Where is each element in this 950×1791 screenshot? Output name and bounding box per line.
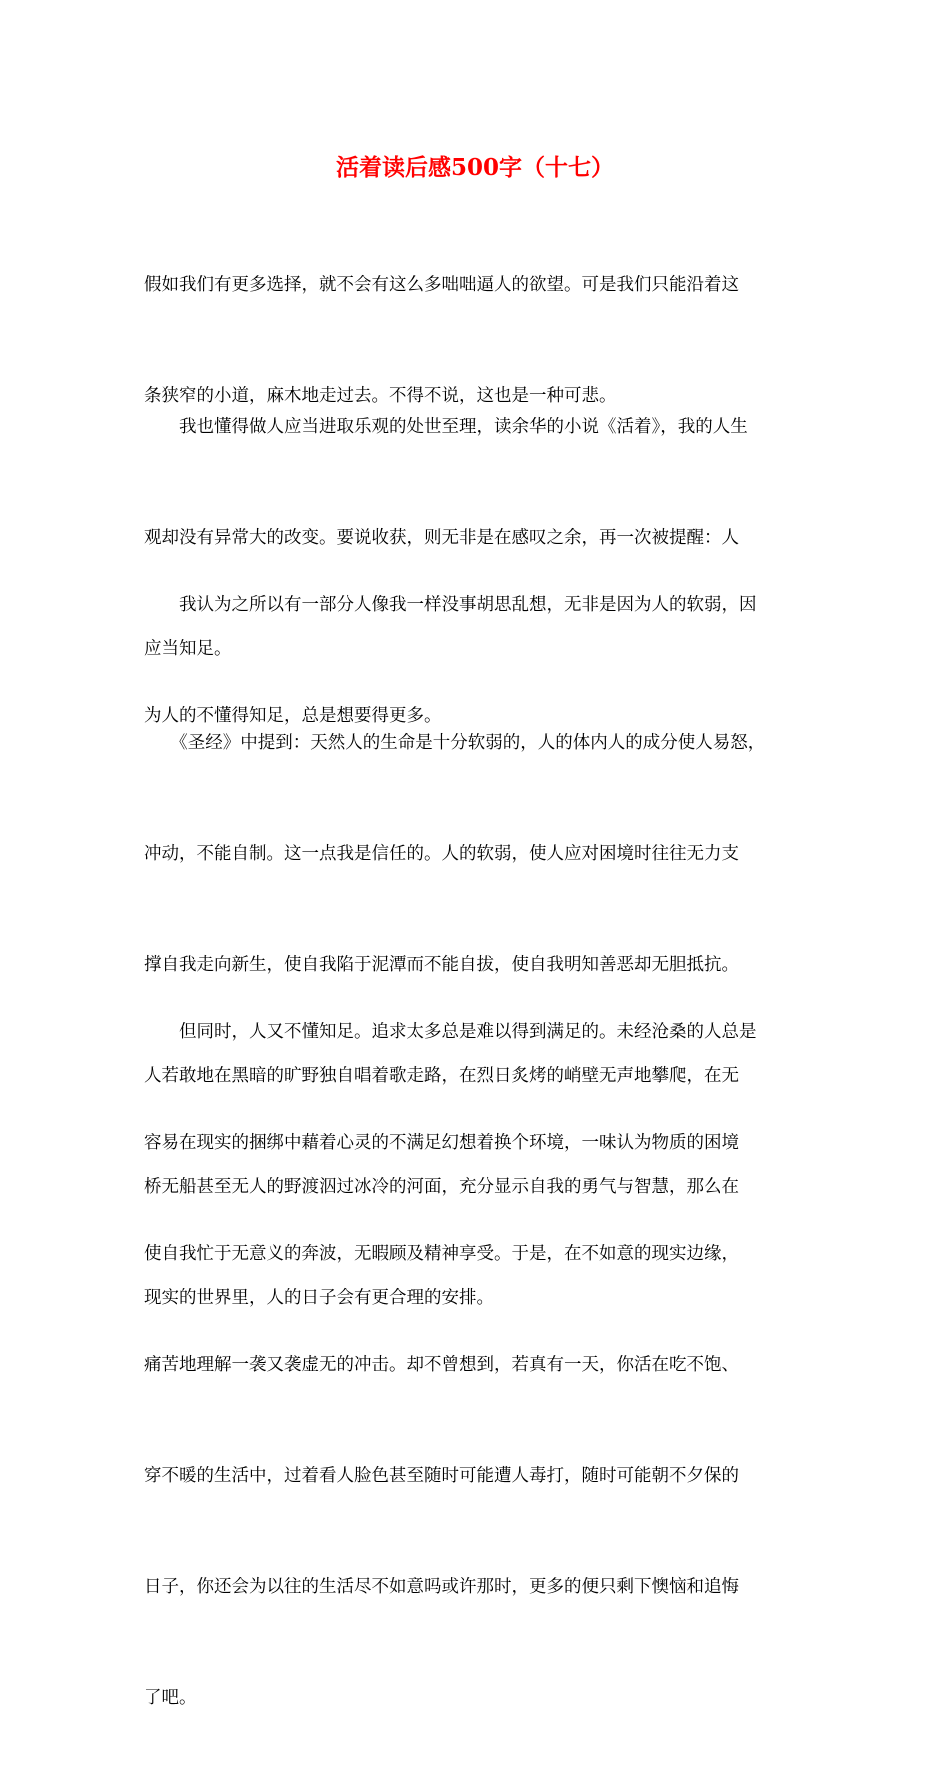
paragraph-line: 人若敢地在黑暗的旷野独自唱着歌走路，在烈日炙烤的峭壁无声地攀爬，在无: [144, 1066, 739, 1086]
paragraph-line: 日子，你还会为以往的生活尽不如意吗或许那时，更多的便只剩下懊恼和追悔: [144, 1577, 739, 1597]
paragraph-line: 冲动，不能自制。这一点我是信任的。人的软弱，使人应对困境时往往无力支: [144, 844, 739, 864]
paragraph-line: 容易在现实的捆绑中藉着心灵的不满足幻想着换个环境，一味认为物质的困境: [144, 1133, 739, 1153]
paragraph-line: 我认为之所以有一部分人像我一样没事胡思乱想，无非是因为人的软弱，因: [144, 595, 757, 615]
paragraph-line: 使自我忙于无意义的奔波，无暇顾及精神享受。于是，在不如意的现实边缘，: [144, 1244, 739, 1264]
paragraph-line: 为人的不懂得知足，总是想要得更多。: [144, 706, 442, 726]
paragraph-line: 穿不暖的生活中，过着看人脸色甚至随时可能遭人毒打，随时可能朝不夕保的: [144, 1466, 739, 1486]
paragraph-line: 《圣经》中提到：天然人的生命是十分软弱的，人的体内人的成分使人易怒，: [144, 733, 766, 753]
document-title: 活着读后感500字（十七）: [335, 154, 614, 181]
paragraph-5: [144, 940, 812, 1791]
paragraph-line: 我也懂得做人应当进取乐观的处世至理，读余华的小说《活着》，我的人生: [144, 417, 748, 437]
paragraph-line: 现实的世界里，人的日子会有更合理的安排。: [144, 1288, 494, 1308]
paragraph-line: 撑自我走向新生，使自我陷于泥潭而不能自拔，使自我明知善恶却无胆抵抗。: [144, 955, 739, 975]
paragraph-line: 应当知足。: [144, 639, 232, 659]
paragraph-line: 条狭窄的小道，麻木地走过去。不得不说，这也是一种可悲。: [144, 386, 617, 406]
paragraph-line: 但同时，人又不懂知足。追求太多总是难以得到满足的。未经沧桑的人总是: [144, 1022, 757, 1042]
paragraph-line: 痛苦地理解一袭又袭虚无的冲击。却不曾想到，若真有一天，你活在吃不饱、: [144, 1355, 739, 1375]
paragraph-line: 桥无船甚至无人的野渡泅过冰冷的河面，充分显示自我的勇气与智慧，那么在: [144, 1177, 739, 1197]
paragraph-line: 假如我们有更多选择，就不会有这么多咄咄逼人的欲望。可是我们只能沿着这: [144, 275, 739, 295]
paragraph-line: 了吧。: [144, 1688, 197, 1708]
paragraph-line: 观却没有异常大的改变。要说收获，则无非是在感叹之余，再一次被提醒：人: [144, 528, 739, 548]
